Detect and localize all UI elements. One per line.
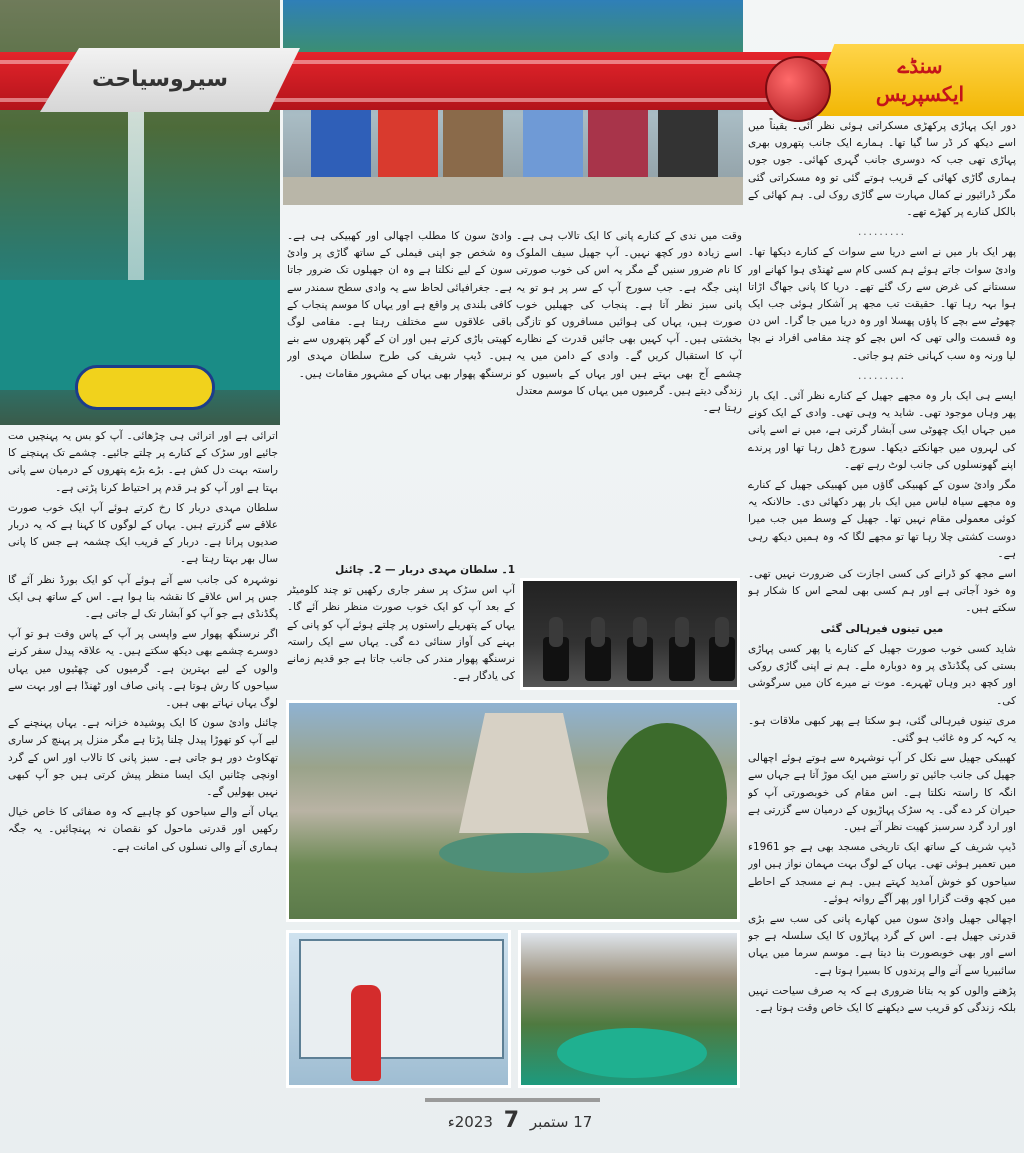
person-at-sign xyxy=(351,985,381,1081)
article-left-column xyxy=(8,428,278,1100)
paragraph: آپ اس سڑک پر سفر جاری رکھیں تو چند کلومیٹر کے بعد آپ کو ایک خوب صورت منظر نظر آئے گا۔ یہاں کے پتھریلے راستوں پر چلتے ہوئے آپ کو پانی کے بہنے کی آواز سنائی دے گی۔ یہاں سے ایک راستہ نرسنگھ پھوار مندر کی جانب جاتا ہے جو قدیم زمانے کی یادگار ہے۔ xyxy=(287,584,515,683)
paragraph: اچھالی جھیل وادیٔ سون میں کھارے پانی کی سب سے بڑی قدرتی جھیل ہے۔ اس کے گرد پہاڑوں کا ایک سلسلہ ہے جو اسے اور بھی خوبصورت بنا دیتا ہے۔ موسم سرما میں یہاں سائبیریا سے آنے والے پرندوں کا بسیرا ہوتا ہے۔ xyxy=(748,912,1016,977)
paragraph: نوشہرہ کی جانب سے آتے ہوئے آپ کو ایک بورڈ نظر آئے گا جس پر اس علاقے کا نقشہ بنا ہوا ہے۔ اس کے ساتھ ہی ایک پگڈنڈی ہے جو آپ کو آبشار تک لے جاتی ہے۔ xyxy=(8,573,278,621)
paragraph: دور ایک پہاڑی پرکھڑی مسکراتی ہوئی نظر آئی۔ یقیناً میں اسے دیکھ کر ڈر سا گیا تھا۔ ہمارے ایک جانب پتھروں بھری پہاڑی تھی جب کہ دوسری جانب گہری کھائی۔ جوں جوں ہماری گاڑی کھائی کے قریب ہوتے گئی تو وہ مسکراتی گئی مگر ڈرائیور نے کمال مہارت سے گاڑی روک لی۔ ہم کھائی کے بالکل کنارے پر کھڑے تھے۔ xyxy=(748,120,1016,219)
tree-canopy xyxy=(607,723,727,873)
paragraph: ڈیپ شریف کے ساتھ ایک تاریخی مسجد بھی ہے جو 1961ء میں تعمیر ہوئی تھی۔ یہاں کے لوگ بہت مہمان نواز ہیں اور سیاحوں کو خوش آمدید کہتے ہیں۔ ہم نے مسجد کے احاطے میں کچھ وقت گزارا اور پھر آگے روانہ ہوئے۔ xyxy=(748,841,1016,905)
map-signboard xyxy=(299,939,504,1059)
paragraph: کھبیکی جھیل سے نکل کر آپ نوشہرہ سے ہوتے ہوئے اچھالی جھیل کی جانب جائیں تو راستے میں ایک موڑ آتا ہے جہاں سے انگہ کا راستہ نکلتا ہے۔ اس مقام کی خوبصورتی آپ کو حیران کر دے گی۔ یہ سڑک پہاڑیوں کے درمیان سے گزرتی ہے اور ارد گرد سرسبز کھیت نظر آتے ہیں۔ xyxy=(748,752,1016,833)
paragraph: چائنل وادیٔ سون کا ایک پوشیدہ خزانہ ہے۔ یہاں پہنچنے کے لیے آپ کو تھوڑا پیدل چلنا پڑتا ہے مگر منزل پر پہنچ کر ساری تھکاوٹ دور ہو جاتی ہے۔ سبز پانی کا تالاب اور اس کے گرد اونچی چٹانیں ایک ایسا منظر پیش کرتی ہیں جو آپ کبھی نہیں بھولیں گے۔ xyxy=(8,717,278,799)
page-number: 7 xyxy=(503,1108,520,1133)
globe-icon xyxy=(765,56,831,122)
subheading: 1۔ سلطان مہدی دربار — 2۔ چائنل xyxy=(335,564,515,576)
green-pool-photo xyxy=(518,930,740,1088)
logo-line-2: ایکسپریس xyxy=(875,82,965,106)
map-sign-photo xyxy=(286,930,511,1088)
lake-photo-strip xyxy=(283,0,743,55)
motorbikes-photo xyxy=(520,578,740,690)
paragraph: مری تینوں فیرہالی گئی، ہو سکتا ہے پھر کبھی ملاقات ہو۔ یہ کہہ کر وہ غائب ہو گئی۔ xyxy=(748,714,1016,744)
footer-month: ستمبر xyxy=(529,1113,569,1131)
article-right-column xyxy=(748,118,1016,1103)
footer-day: 17 xyxy=(573,1113,593,1131)
logo-line-1: سنڈے xyxy=(897,54,943,78)
article-middle-wide-column xyxy=(287,562,515,694)
section-title: سیروسیاحت xyxy=(92,67,228,92)
green-pool-water xyxy=(557,1028,707,1078)
footer-rule xyxy=(425,1098,600,1102)
gorge-waterfall-photo xyxy=(286,700,740,922)
inflatable-boat xyxy=(75,365,215,410)
paragraph: وادیٔ سون کا مطلب اچھالی اور کھبیکی ہی ہے۔ وہ شخص جو اپنی فیملی کے ساتھ گاڑی پر وادیٔ سون کے لیے نکلتا ہے وہ ان جھیلوں تک ضرور جاتا ہے۔ جغرافیائی لحاظ سے یہ وادی سطح سمندر سے کافی بلندی پر واقع ہے اور یہاں کا موسم پنجاب کے باقی علاقوں سے مختلف رہتا ہے۔ مقامی لوگ کھیتی باڑی کرتے ہیں اور ان کے گھر پتھروں سے بنے ہیں۔ ڈیپ شریف کی طرح سلطان مہدی اور نرسنگھ پھوار بھی یہاں کے مشہور مقامات ہیں۔ xyxy=(287,230,512,380)
page-footer xyxy=(440,1108,600,1134)
paragraph: پھر ایک بار میں نے اسے دریا سے سوات کے کنارے دیکھا تھا۔ وادیٔ سوات جاتے ہوئے ہم کسی کام سے ٹھنڈی ہوا کھانے اور سستانے کی غرض سے رک گئے تھے۔ دریا کا پانی جھاگ اڑاتا ہوا بہہ رہا تھا۔ حقیقت تب مجھ پر آشکار ہوئی جب ایک چھوٹے سے بچے کا پاؤں پھسلا اور وہ دریا میں جا گرا۔ اس دن وہ قسمت والی تھی کہ اس بچے کو چند مقامی افراد نے بچا لیا ورنہ وہ سب کہانی ختم ہو جاتی۔ xyxy=(748,246,1016,362)
separator: ......... xyxy=(857,226,907,239)
separator: ......... xyxy=(857,369,907,382)
paragraph: شاید کسی خوب صورت جھیل کے کنارے یا پھر کسی پہاڑی بستی کی پگڈنڈی پر وہ دوبارہ ملے۔ ہم نے اپنی گاڑی روکی اور کچھ دیر وہاں ٹھہرے۔ موت نے میرے کان میں سرگوشی کی۔ xyxy=(748,642,1016,707)
subheading: میں تینوں فیرہالی گئی xyxy=(820,622,944,635)
paragraph: یہاں آنے والے سیاحوں کو چاہیے کہ وہ صفائی کا خاص خیال رکھیں اور قدرتی ماحول کو نقصان نہ پہنچائیں۔ یہ جگہ ہماری آنے والی نسلوں کی امانت ہے۔ xyxy=(8,806,278,853)
paragraph: ایسے ہی ایک بار وہ مجھے جھیل کے کنارے نظر آئی۔ ایک بار پھر وہاں موجود تھی۔ شاید یہ وہی تھی۔ وادی کے ایک کونے میں جہاں ایک چھوٹی سی آبشار گرتی ہے، میں نے اسے پانی کی لہروں میں جھانکتے دیکھا۔ سورج ڈھل رہا تھا اور پرندے اپنے گھونسلوں کی جانب لوٹ رہے تھے۔ xyxy=(748,390,1016,471)
stone-ledge xyxy=(283,177,743,205)
paragraph: اگر نرسنگھ پھوار سے واپسی پر آپ کے پاس وقت ہو تو آپ دوسرے چشمے بھی دیکھ سکتے ہیں۔ یہ علاقہ پیدل سفر کرنے والوں کے لیے بہترین ہے۔ گرمیوں کی چھٹیوں میں یہاں سیاحوں کا رش ہوتا ہے۔ پانی صاف اور ٹھنڈا ہے اور بہت سے لوگ یہاں نہاتے بھی ہیں۔ xyxy=(8,628,278,710)
article-middle-right-column xyxy=(516,228,742,558)
paragraph: مگر وادیٔ سون کے کھبیکی گاؤں میں کھبیکی جھیل کے کنارے وہ مجھے سیاہ لباس میں ایک بار پھر دکھائی دی۔ حالانکہ یہ کوئی معمولی مقام نہیں تھا۔ جھیل کے وسط میں جب میرا دوست کشتی چلا رہا تھا تو مجھے لگا کہ وہ ہمیں دیکھ رہی ہے۔ xyxy=(748,479,1016,560)
paragraph: اسے مجھ کو ڈرانے کی کسی اجازت کی ضرورت نہیں تھی۔ وہ خود آجاتی ہے اور ہم کسی بھی لمحے اس کا شکار ہو سکتے ہیں۔ xyxy=(748,568,1016,615)
article-middle-left-column xyxy=(287,228,512,558)
paragraph: وقت میں ندی کے کنارے پانی کا ایک تالاب ہی ہے۔ اسے زیادہ دور کچھ نہیں۔ آپ جھیل سیف الملوک کا نام ضرور سنیں گے مگر یہ اس کی خوب صورتی اپنی جگہ ہے۔ جب سورج آپ کے سر پر ہو تو یہ پانی سبز نظر آتا ہے۔ پنجاب کی جھیلیں خوب صورت ہیں، یہاں کی ہوائیں مسافروں کو تازگی بخشتی ہیں۔ آپ کہیں بھی جائیں قدرت کے نظارے آپ کا استقبال کریں گے۔ وادی کے دامن میں یہ چشمے آج بھی بہتے ہیں اور یہاں کے باسیوں کو زندگی دیتے ہیں۔ گرمیوں میں یہاں کا موسم معتدل رہتا ہے۔ xyxy=(516,230,742,415)
waterfall-stream xyxy=(128,110,144,280)
paragraph: سلطان مہدی دربار کا رخ کرتے ہوئے آپ ایک خوب صورت علاقے سے گزرتے ہیں۔ یہاں کے لوگوں کا کہنا ہے کہ یہ دربار صدیوں پرانا ہے۔ دربار کے قریب ایک چشمہ ہے جس کا پانی سال بھر بہتا رہتا ہے۔ xyxy=(8,501,278,566)
publication-logo xyxy=(835,52,1005,112)
rock-face xyxy=(459,713,589,833)
paragraph: پڑھنے والوں کو یہ بتانا ضروری ہے کہ یہ صرف سیاحت نہیں بلکہ زندگی کو قریب سے دیکھنے کا ایک خاص وقت ہوتا ہے۔ xyxy=(748,984,1016,1014)
footer-year: 2023ء xyxy=(447,1113,493,1131)
gorge-pool xyxy=(439,833,609,873)
paragraph: اترائی ہے اور اترائی ہی چڑھائی۔ آپ کو بس یہ پہنچیں مت جائیے اور سڑک کے کنارے پر چلتے جائیے۔ چشمے تک پہنچنے کا راستہ بہت دل کش ہے۔ بڑے بڑے پتھروں کے درمیان سے پانی بہتا ہے اور آپ کو ہر قدم پر احتیاط کرنا پڑتی ہے۔ xyxy=(8,430,278,494)
